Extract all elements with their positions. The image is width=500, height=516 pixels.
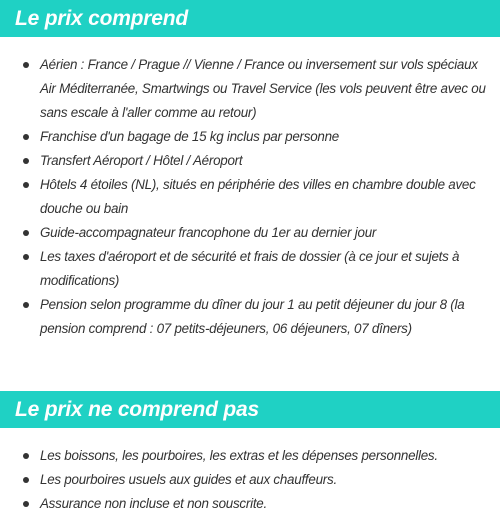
bullet-icon [23,477,29,483]
list-item [0,468,500,492]
list-item-text: Assurance non incluse et non souscrite. [40,496,267,511]
list-item-text: Aérien : France / Prague // Vienne / France ou inversement sur vols spéciaux Air Méditerranée, Smartwings ou Travel Service (les vols peuvent être avec ou sans escale à l'aller comme au retour) [40,57,486,120]
included-list [0,53,500,341]
bullet-icon [23,501,29,507]
list-item-text: Hôtels 4 étoiles (NL), situés en périphérie des villes en chambre double avec douche ou bain [40,177,476,216]
excluded-list [0,444,500,516]
list-item [0,53,500,125]
list-item [0,444,500,468]
included-section-title: Le prix comprend [15,7,189,30]
list-item-text: Pension selon programme du dîner du jour 1 au petit déjeuner du jour 8 (la pension comprend : 07 petits-déjeuners, 06 déjeuners, 07 dîners) [40,297,465,336]
bullet-icon [23,302,29,308]
list-item-text: Franchise d'un bagage de 15 kg inclus par personne [40,129,339,144]
bullet-icon [23,134,29,140]
list-item-text: Transfert Aéroport / Hôtel / Aéroport [40,153,243,168]
excluded-section-header [0,391,500,428]
list-item [0,492,500,516]
bullet-icon [23,254,29,260]
bullet-icon [23,453,29,459]
list-item [0,149,500,173]
bullet-icon [23,230,29,236]
list-item [0,293,500,341]
list-item-text: Guide-accompagnateur francophone du 1er au dernier jour [40,225,377,240]
included-section-header [0,0,500,37]
list-item [0,245,500,293]
list-item-text: Les pourboires usuels aux guides et aux chauffeurs. [40,472,337,487]
bullet-icon [23,158,29,164]
list-item [0,125,500,149]
list-item [0,173,500,221]
bullet-icon [23,182,29,188]
bullet-icon [23,62,29,68]
list-item [0,221,500,245]
excluded-section-title: Le prix ne comprend pas [15,398,259,421]
list-item-text: Les taxes d'aéroport et de sécurité et frais de dossier (à ce jour et sujets à modifications) [40,249,460,288]
list-item-text: Les boissons, les pourboires, les extras et les dépenses personnelles. [40,448,438,463]
